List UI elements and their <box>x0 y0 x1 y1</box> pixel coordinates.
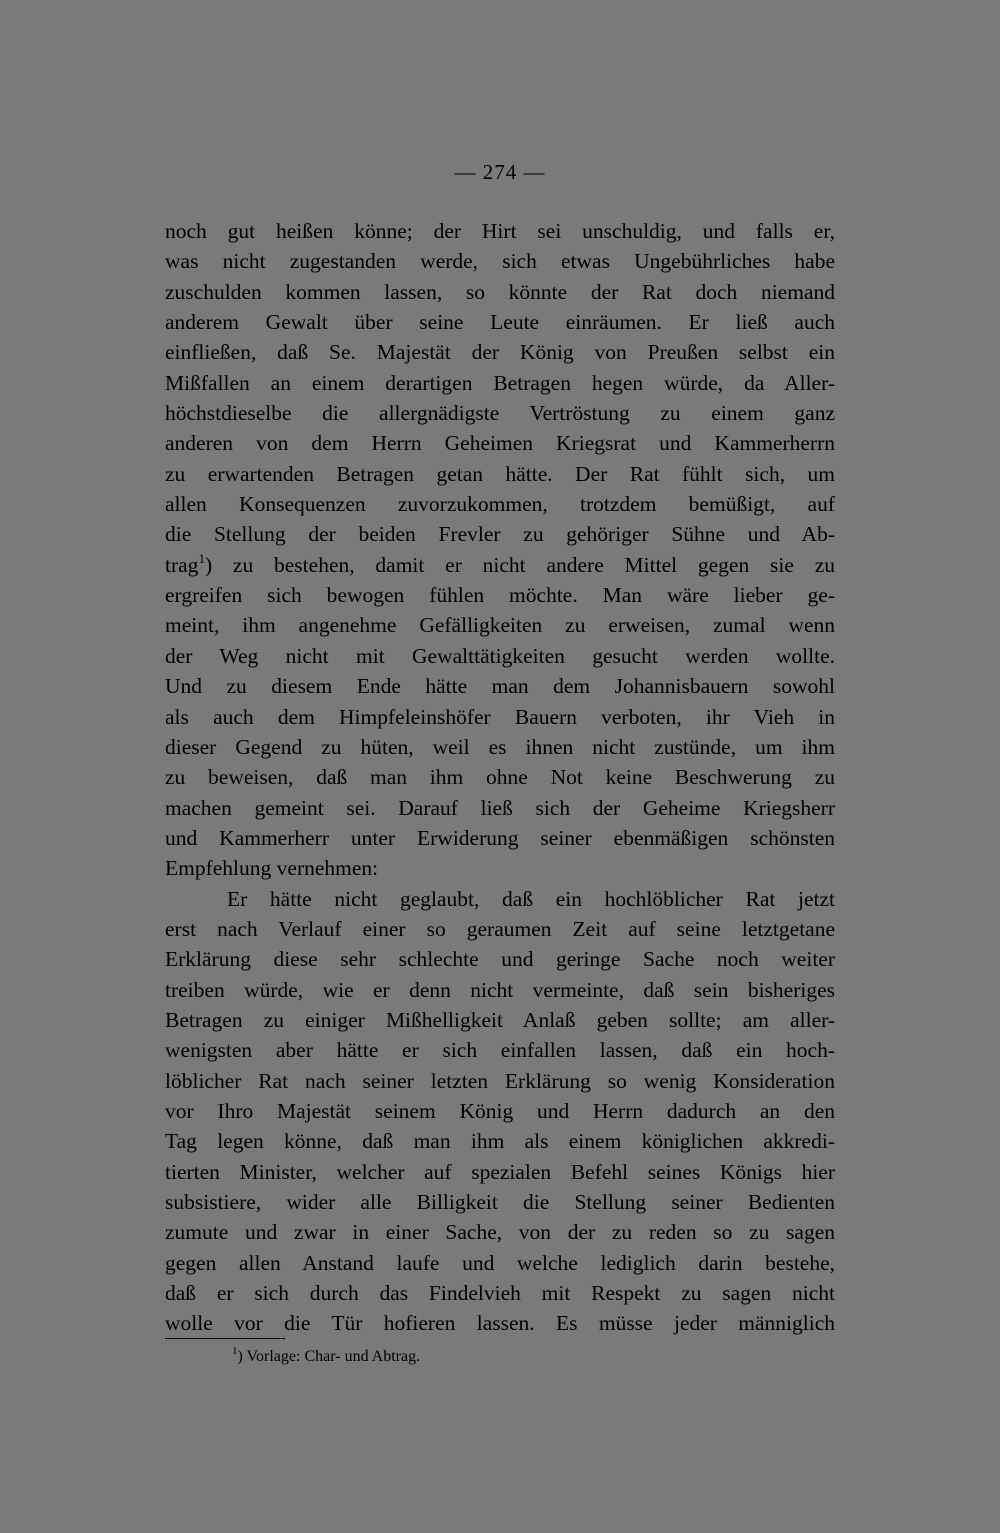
text-line: subsistiere, wider alle Billigkeit die Stellung seiner Bedienten <box>165 1190 835 1214</box>
text-line: ergreifen sich bewogen fühlen möchte. Man wäre lieber ge- <box>165 583 835 608</box>
text-line: anderem Gewalt über seine Leute einräumen. Er ließ auch <box>165 310 835 335</box>
text-line: höchstdieselbe die allergnädigste Vertröstung zu einem ganz <box>165 401 835 426</box>
word-with-ref: trag$^1$) <box>165 550 213 577</box>
page-number: — 274 — <box>454 160 546 184</box>
text-line: dieser Gegend zu hüten, weil es ihnen nicht zustünde, um ihm <box>165 734 835 759</box>
text-line: erst nach Verlauf einer so geraumen Zeit auf seine letztgetane <box>165 916 835 941</box>
text-line: machen gemeint sei. Darauf ließ sich der Geheime Kriegsherr <box>165 795 835 820</box>
body-text <box>165 216 835 1339</box>
text-line: löblicher Rat nach seiner letzten Erklärung so wenig Konsideration <box>165 1068 835 1093</box>
text-line: was nicht zugestanden werde, sich etwas Ungebührliches habe <box>165 249 835 274</box>
text-line: meint, ihm angenehme Gefälligkeiten zu erweisen, zumal wenn <box>165 613 835 638</box>
paragraph-start-line: Er hätte nicht geglaubt, daß ein hochlöblicher Rat jetzt <box>227 886 835 911</box>
text-line: Mißfallen an einem derartigen Betragen hegen würde, da Aller- <box>165 370 835 395</box>
text-line: gegen allen Anstand laufe und welche lediglich darin bestehe, <box>165 1250 835 1275</box>
text-line: zu beweisen, daß man ihm ohne Not keine Beschwerung zu <box>165 765 835 790</box>
text-line: wolle vor die Tür hofieren lassen. Es müsse jeder männiglich <box>165 1311 835 1336</box>
footnote-text: ) Vorlage: Char- und Abtrag. <box>237 1348 421 1365</box>
text-line: Tag legen könne, daß man ihm als einem königlichen akkredi- <box>165 1129 835 1154</box>
text-line: zu erwartenden Betragen getan hätte. Der Rat fühlt sich, um <box>165 461 835 486</box>
footnote-reference: 1 <box>198 550 205 566</box>
text-line: die Stellung der beiden Frevler zu gehöriger Sühne und Ab- <box>165 522 835 547</box>
word-fragment: trag <box>165 552 199 577</box>
text-line: allen Konsequenzen zuvorzukommen, trotzdem bemüßigt, auf <box>165 492 835 517</box>
footnote-marker: 1 <box>232 1345 238 1357</box>
text-line: Empfehlung vernehmen: <box>165 856 379 881</box>
text-line: zuschulden kommen lassen, so könnte der Rat doch niemand <box>165 279 835 304</box>
text-line: einfließen, daß Se. Majestät der König von Preußen selbst ein <box>165 340 835 365</box>
text-line: als auch dem Himpfeleinshöfer Bauern verboten, ihr Vieh in <box>165 704 835 729</box>
footnote <box>232 1346 420 1368</box>
text-line: und Kammerherr unter Erwiderung seiner ebenmäßigen schönsten <box>165 825 835 850</box>
text-line-with-footnote-ref <box>165 550 835 580</box>
text-line: Betragen zu einiger Mißhelligkeit Anlaß geben sollte; am aller- <box>165 1007 835 1032</box>
text-line: wenigsten aber hätte er sich einfallen lassen, daß ein hoch- <box>165 1038 835 1063</box>
text-line: noch gut heißen könne; der Hirt sei unschuldig, und falls er, <box>165 219 835 243</box>
text-line: treiben würde, wie er denn nicht vermeinte, daß sein bisheriges <box>165 977 835 1002</box>
line-remainder: zu bestehen, damit er nicht andere Mittel gegen sie zu <box>232 552 836 577</box>
text-line: Und zu diesem Ende hätte man dem Johannisbauern sowohl <box>165 674 835 699</box>
footnote-divider <box>165 1338 285 1339</box>
text-line: der Weg nicht mit Gewalttätigkeiten gesucht werden wollte. <box>165 643 835 668</box>
text-line: daß er sich durch das Findelvieh mit Respekt zu sagen nicht <box>165 1281 835 1306</box>
text-line: Erklärung diese sehr schlechte und geringe Sache noch weiter <box>165 947 835 972</box>
text-line: zumute und zwar in einer Sache, von der zu reden so zu sagen <box>165 1220 835 1245</box>
text-line: tierten Minister, welcher auf spezialen Befehl seines Königs hier <box>165 1159 835 1184</box>
text-line: vor Ihro Majestät seinem König und Herrn dadurch an den <box>165 1098 835 1123</box>
text-line: anderen von dem Herrn Geheimen Kriegsrat und Kammerherrn <box>165 431 835 456</box>
